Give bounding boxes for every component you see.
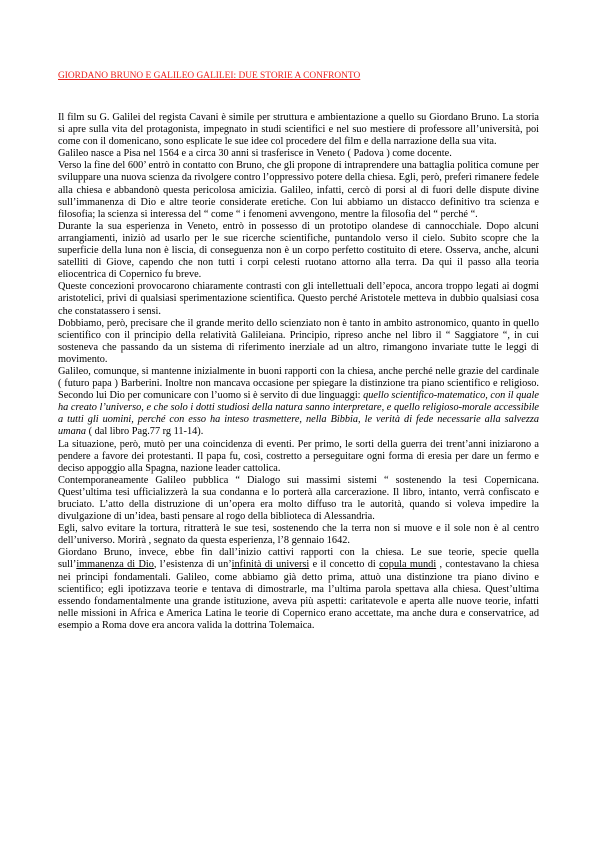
paragraph-text: Galileo, comunque, si mantenne inizialmente in buoni rapporti con la chiesa, anche perché nelle grazie del cardinale ( futuro papa ) Barberini. Inoltre non mancava occasione per spiegare la distinzione tra piano scientifico e religioso. Secondo lui Dio per comunicare con l’uomo si è servito di due linguaggi: [58, 365, 539, 402]
paragraph: Il film su G. Galilei del regista Cavani è simile per struttura e ambientazione a quello su Giordano Bruno. La storia si apre sulla vita del protagonista, impegnato in studi scientifici e nel suo mestiere di professore all’università, poi come con il domenicano, sono esplicate le sue idee col procedere del film e della narrazione della sua vita. [58, 112, 539, 148]
paragraph: Galileo nasce a Pisa nel 1564 e a circa 30 anni si trasferisce in Veneto ( Padova ) come docente. [58, 148, 452, 160]
paragraph: Verso la fine del 600’ entrò in contatto con Bruno, che gli propone di intraprendere una battaglia politica comune per sviluppare una nuova scienza da rivolgere contro l’oppressivo potere della chiesa. Egli, però, preferì rimanere fedele alla chiesa e abbandonò questa pericolosa amicizia. Galileo, infatti, cercò di porsi al di fuori delle dispute divine sull’immanenza di Dio e altre teorie considerate eretiche. Con lui abbiamo un distacco definitivo tra scienza e filosofia; la scienza si interessa del “ come “ i fenomeni avvengono, mentre la filosofia del “ perché “. [58, 160, 539, 220]
document-title: GIORDANO BRUNO E GALILEO GALILEI: DUE STORIE A CONFRONTO [58, 71, 361, 81]
paragraph-text: e il concetto di [309, 559, 380, 571]
paragraph-text: , contestavano la chiesa nei principi fondamentali. Galileo, come abbiamo già detto prima, attuò una distinzione tra piano divino e scientifico; egli ipotizzava teorie e tentava di dimostrarle, ma l’ultima parola spettava alla chiesa. Quest’ultima essendo fondamentalmente una grande istituzione, aveva più aspetti: caritatevole e aperta alle nuove teorie, infatti nelle missioni in Africa e America Latina le teorie di Copernico erano accettate, ma anche dura e conservatrice, ad esempio a Roma dove era ancora valida la dottrina Tolemaica. [58, 559, 539, 631]
underlined-term: infinità di universi [231, 559, 310, 571]
quote-italic: quello scientifico-matematico, con il quale ha creato l’universo, e che solo i dotti studiosi della natura sanno interpretare, e quello religioso-morale accessibile a tutti gli uomini, perché con esso ha inteso trasmettere, nella Bibbia, le verità di fede necessarie alla salvezza umana [58, 390, 539, 438]
paragraph: Queste concezioni provocarono chiaramente contrasti con gli intellettuali dell’epoca, ancora troppo legati ai dogmi aristotelici, privi di qualsiasi sperimentazione scientifica. Questo perché Aristotele metteva in dubbio qualsiasi cosa che constatassero i sensi. [58, 281, 539, 317]
paragraph: Egli, salvo evitare la tortura, ritratterà le sue tesi, sostenendo che la terra non si muove e il sole non è al centro dell’universo. Morirà , segnato da questa esperienza, l’8 gennaio 1642. [58, 523, 539, 547]
underlined-term: immanenza di Dio [76, 559, 154, 571]
paragraph-text: Giordano Bruno, invece, ebbe fin dall’inizio cattivi rapporti con la chiesa. Le sue teorie, specie quella sull’ [58, 547, 539, 571]
quote-reference: ( dal libro Pag.77 rg 11-14). [86, 426, 204, 438]
paragraph: Contemporaneamente Galileo pubblica “ Dialogo sui massimi sistemi “ sostenendo la tesi Copernicana. Quest’ultima tesi ufficializzerà la sua condanna e lo porterà alla carcerazione. Il libro, intanto, verrà confiscato e bruciato. L’atto della distruzione di un’opera era molto diffuso tra le autorità, quando si voleva impedire la divulgazione di un’idea, basti pensare al rogo della biblioteca di Alessandria. [58, 474, 539, 523]
underlined-term: copula mundi [379, 559, 437, 571]
paragraph [58, 547, 539, 632]
paragraph: Dobbiamo, però, precisare che il grande merito dello scienziato non è tanto in ambito astronomico, quanto in quello scientifico con il principio della relatività Galileiana. Principio, ripreso anche nel libro il “ Saggiatore “, in cui sosteneva che passando da un sistema di riferimento inerziale ad un altro, rimangono invariate tutte le leggi di movimento. [58, 317, 539, 365]
document-body [58, 112, 539, 632]
paragraph: Durante la sua esperienza in Veneto, entrò in possesso di un prototipo olandese di cannocchiale. Dopo alcuni arrangiamenti, iniziò ad usarlo per le sue ricerche scientifiche, puntandolo verso il cielo. Subito scopre che la superficie della luna non è liscia, di conseguenza non è un corpo perfetto costituito di etere. Osserva, anche, alcuni satelliti di Giove, capendo che non tutti i corpi celesti ruotano attorno alla terra. Da qui il passo alla teoria eliocentrica di Copernico fu breve. [58, 220, 539, 281]
paragraph-text: , l’esistenza di un’ [153, 559, 232, 571]
paragraph: La situazione, però, mutò per una coincidenza di eventi. Per primo, le sorti della guerra dei trent’anni iniziarono a pendere a favore dei protestanti. Il papa fu, così, costretto a perseguitare ogni forma di eresia per dare un fermo e deciso appoggio alla Spagna, nazione leader cattolica. [58, 438, 539, 474]
paragraph [58, 366, 539, 439]
